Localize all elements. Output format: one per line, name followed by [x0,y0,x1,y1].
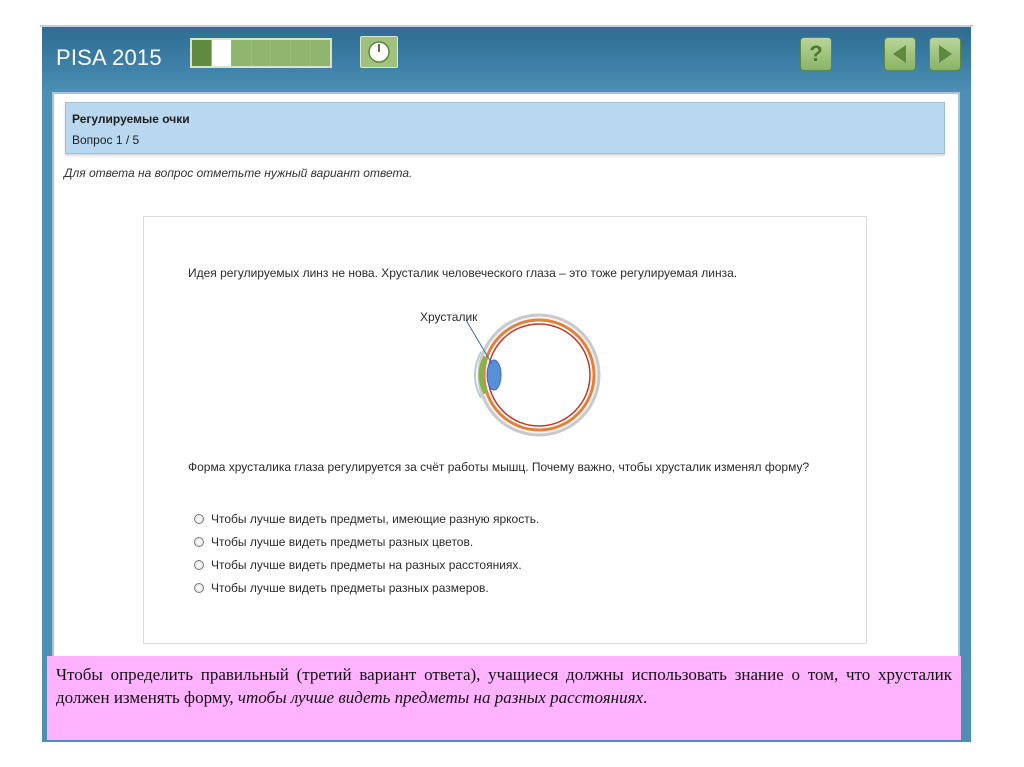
back-button[interactable] [884,37,916,71]
answer-option-4[interactable] [194,576,539,599]
clock-icon [367,40,391,64]
progress-segment [311,40,330,66]
progress-segment [252,40,272,66]
unit-header [65,102,945,154]
arrow-left-icon [890,43,910,65]
content-panel [52,92,960,722]
radio-button[interactable] [194,514,204,524]
progress-bar [190,38,332,68]
progress-segment [192,40,212,66]
annotation-end: . [643,688,648,707]
answer-option-3[interactable] [194,553,539,576]
progress-segment [291,40,311,66]
timer-button[interactable] [360,36,398,68]
answer-option-1[interactable] [194,507,539,530]
instruction-text: Для ответа на вопрос отметьте нужный вариант ответа. [64,166,413,180]
lens-label: Хрусталик [420,310,478,324]
question-counter: Вопрос 1 / 5 [72,133,140,147]
question-card [143,216,867,644]
answer-option-2[interactable] [194,530,539,553]
radio-button[interactable] [194,537,204,547]
arrow-right-icon [935,43,955,65]
annotation-text: Чтобы определить правильный (третий вариант ответа), учащиеся должны использовать знание о том, что хрусталик должен изменять форму, [56,665,952,707]
radio-button[interactable] [194,560,204,570]
progress-segment [232,40,252,66]
progress-segment-current [212,40,232,66]
forward-button[interactable] [929,37,961,71]
header-bar [42,27,971,89]
annotation-note [47,656,961,740]
annotation-italic: чтобы лучше видеть предметы на разных расстояниях [237,688,644,707]
question-intro: Идея регулируемых линз не нова. Хрусталик человеческого глаза – это тоже регулируемая линза. [188,266,738,280]
help-button[interactable] [800,37,832,71]
option-label: Чтобы лучше видеть предметы разных цветов. [211,534,474,549]
app-title: PISA 2015 [56,45,162,70]
unit-title: Регулируемые очки [72,112,190,126]
test-window [42,27,971,742]
question-prompt: Форма хрусталика глаза регулируется за счёт работы мышц. Почему важно, чтобы хрусталик изменял форму? [188,460,810,474]
option-label: Чтобы лучше видеть предметы разных размеров. [211,580,489,595]
progress-segment [271,40,291,66]
answer-options [194,507,539,599]
option-label: Чтобы лучше видеть предметы, имеющие разную яркость. [211,511,540,526]
help-icon: ? [809,41,823,66]
radio-button[interactable] [194,583,204,593]
option-label: Чтобы лучше видеть предметы на разных расстояниях. [211,557,522,572]
